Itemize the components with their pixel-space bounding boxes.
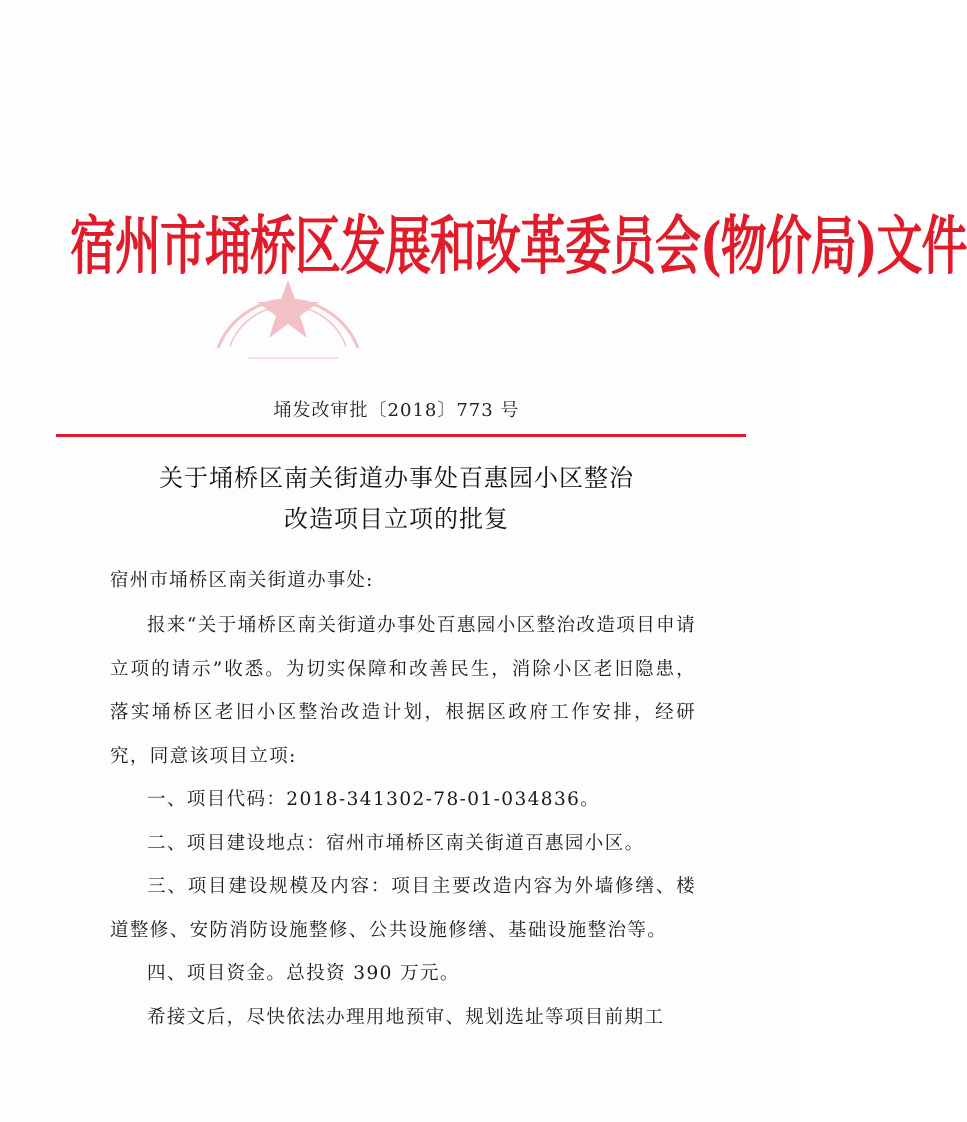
document-subject <box>0 458 793 540</box>
addressee: 宿州市埇桥区南关街道办事处: <box>110 570 374 591</box>
body-paragraph-funding: 四、项目资金。总投资 390 万元。 <box>147 963 460 984</box>
body-paragraph-location: 二、项目建设地点：宿州市埇桥区南关街道百惠园小区。 <box>147 832 645 854</box>
red-divider-rule <box>56 434 746 437</box>
subject-line-2: 改造项目立项的批复 <box>284 505 509 533</box>
body-paragraph-project-code: 一、项目代码：2018-341302-78-01-034836。 <box>147 789 601 810</box>
body-paragraph-intro: 报来“关于埇桥区南关街道办事处百惠园小区整治改造项目申请立项的请示”收悉。为切实保障和改善民生，消除小区老旧隐患，落实埇桥区老旧小区整治改造计划，根据区政府工作安排，经研究，同意该项目立项: <box>110 615 696 767</box>
body-paragraph-followup: 希接文后，尽快依法办理用地预审、规划选址等项目前期工 <box>147 1006 665 1028</box>
body-paragraph-scope: 三、项目建设规模及内容：项目主要改造内容为外墙修缮、楼道整修、安防消防设施整修、公共设施修缮、基础设施整治等。 <box>110 876 696 941</box>
document-number: 埇发改审批〔2018〕773 号 <box>273 400 520 421</box>
document-body <box>110 604 696 1039</box>
subject-line-1: 关于埇桥区南关街道办事处百惠园小区整治 <box>159 464 634 492</box>
issuing-authority-header: 宿州市埇桥区发展和改革委员会(物价局)文件 <box>70 208 967 283</box>
